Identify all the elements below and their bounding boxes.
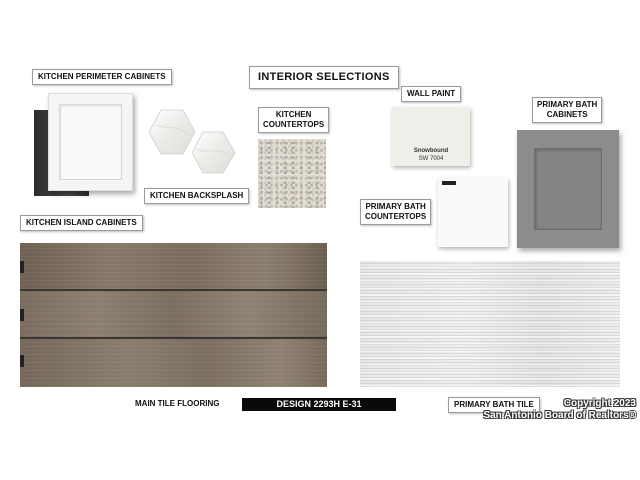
- primary-bath-countertops-label-line1: PRIMARY BATH: [365, 202, 426, 211]
- primary-bath-tile-swatch: [360, 261, 620, 387]
- kitchen-countertops-label-line2: COUNTERTOPS: [263, 120, 325, 129]
- wall-paint-label: WALL PAINT: [401, 86, 461, 102]
- page-title: INTERIOR SELECTIONS: [249, 66, 399, 89]
- primary-bath-cabinets-label: [532, 97, 602, 123]
- paint-code: SW 7004: [418, 156, 444, 162]
- tile-edge-mark: [20, 261, 24, 273]
- kitchen-countertops-label: [258, 107, 329, 133]
- wood-plank: [20, 339, 327, 387]
- tile-edge-mark: [20, 355, 24, 367]
- primary-bath-cabinets-label-line2: CABINETS: [546, 110, 588, 119]
- kitchen-perimeter-cabinet-swatch: [48, 93, 133, 191]
- primary-bath-cabinet-swatch: [517, 130, 619, 248]
- primary-bath-countertops-label: [360, 199, 431, 225]
- main-tile-flooring-label: MAIN TILE FLOORING: [130, 397, 224, 411]
- primary-bath-countertops-label-line2: COUNTERTOPS: [365, 212, 427, 221]
- primary-bath-cabinets-label-line1: PRIMARY BATH: [537, 100, 598, 109]
- paint-name: Snowbound: [413, 148, 449, 154]
- primary-bath-countertop-swatch: [438, 178, 508, 247]
- kitchen-perimeter-cabinets-label: KITCHEN PERIMETER CABINETS: [32, 69, 172, 85]
- kitchen-countertops-label-line1: KITCHEN: [275, 110, 312, 119]
- tile-edge-mark: [20, 309, 24, 321]
- kitchen-countertop-swatch: [258, 139, 326, 208]
- copyright-line1: Copyright 2023: [563, 398, 636, 409]
- primary-bath-tile-label: PRIMARY BATH TILE: [448, 397, 540, 413]
- wood-plank: [20, 243, 327, 289]
- kitchen-island-cabinets-label: KITCHEN ISLAND CABINETS: [20, 215, 143, 231]
- kitchen-backsplash-label: KITCHEN BACKSPLASH: [144, 188, 249, 204]
- wood-plank: [20, 291, 327, 337]
- design-code-badge: DESIGN 2293H E-31: [242, 398, 396, 411]
- wall-paint-swatch: [392, 107, 470, 166]
- copyright-watermark: [483, 398, 636, 422]
- copyright-line2: San Antonio Board of Realtors®: [483, 410, 636, 421]
- kitchen-backsplash-swatch: [145, 105, 245, 175]
- sample-tag: [442, 181, 456, 185]
- main-tile-flooring-swatch: [20, 243, 327, 387]
